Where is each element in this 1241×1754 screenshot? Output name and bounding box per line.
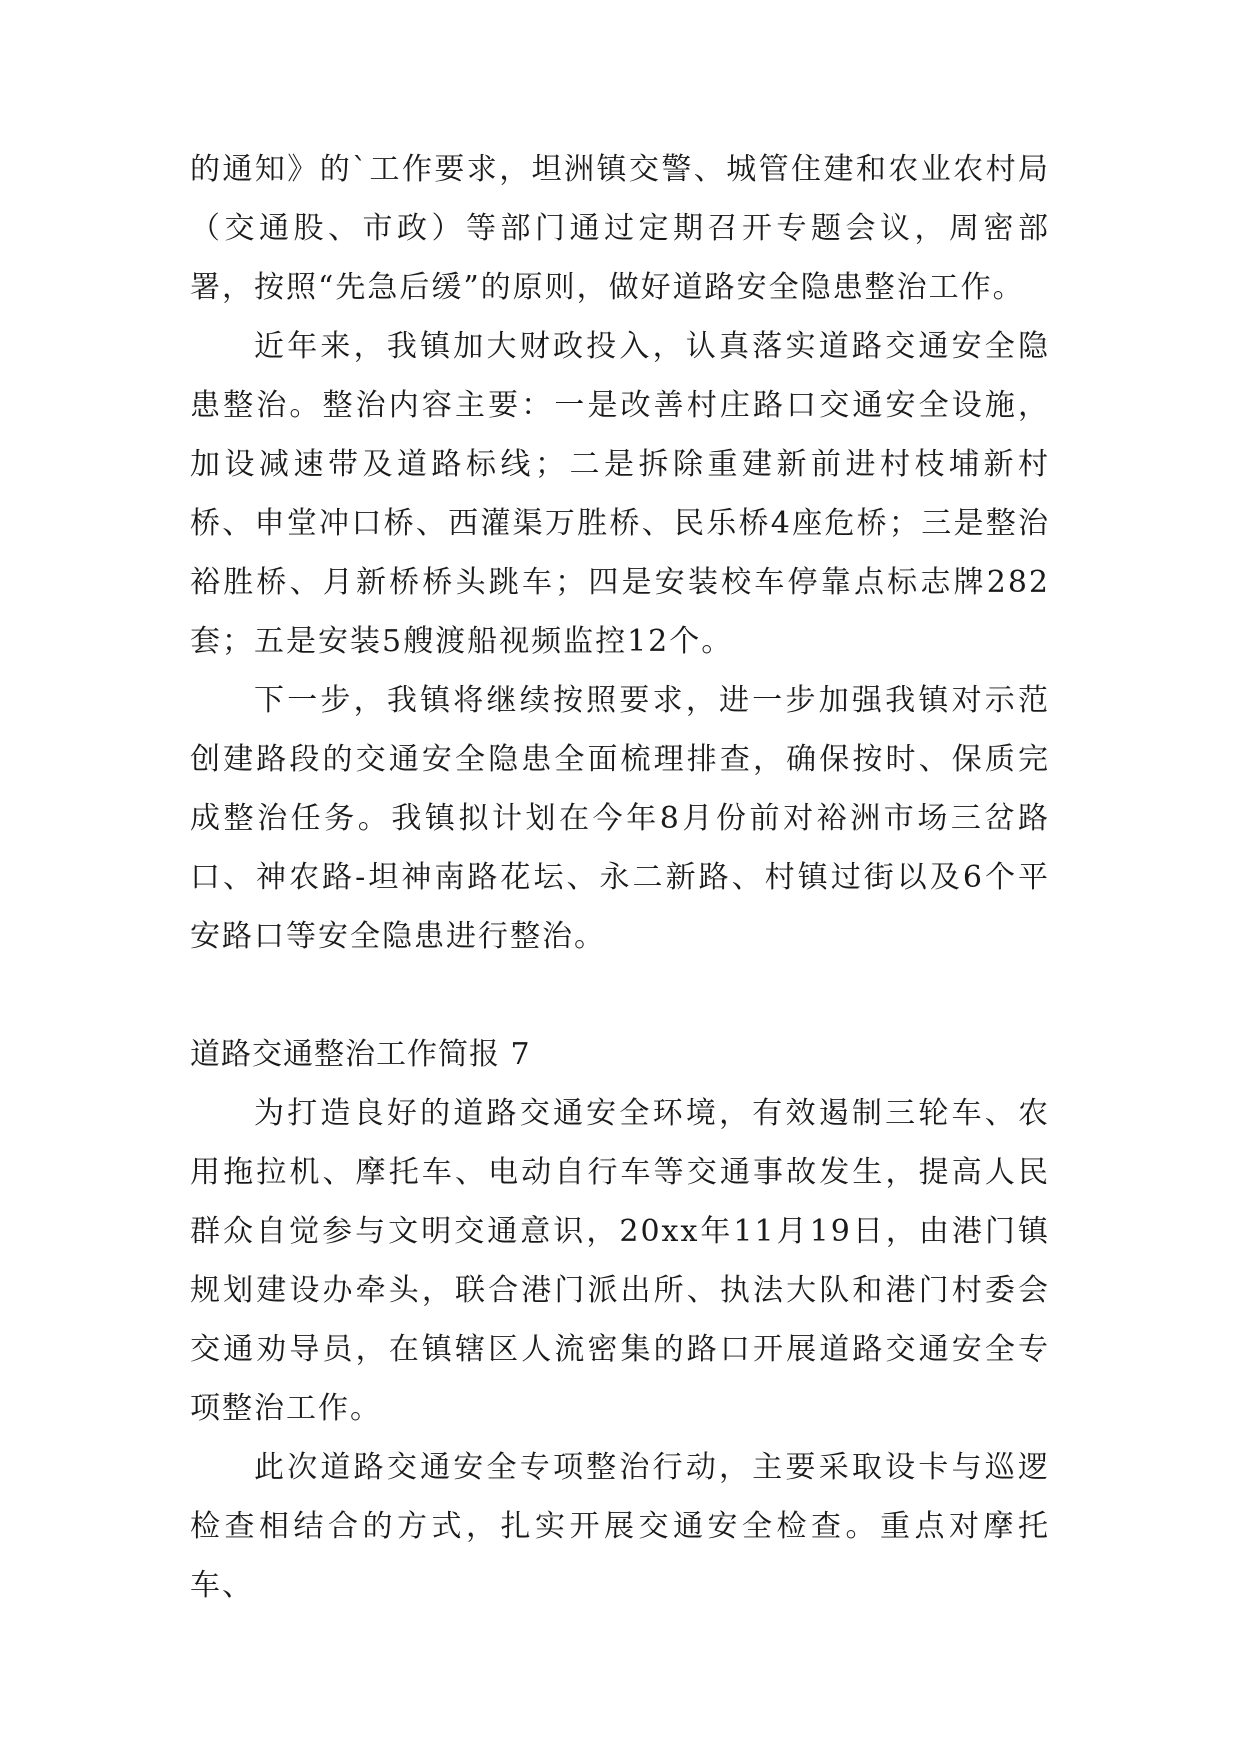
section-title: 道路交通整治工作简报 7 bbox=[190, 1037, 531, 1072]
paragraph-campaign-method: 此次道路交通安全专项整治行动，主要采取设卡与巡逻检查相结合的方式，扎实开展交通安全检查。重点对摩托车、 bbox=[190, 1450, 1050, 1603]
document-body bbox=[190, 140, 1050, 1615]
paragraph-continuation: 的通知》的`工作要求，坦洲镇交警、城管住建和农业农村局（交通股、市政）等部门通过定期召开专题会议，周密部署，按照“先急后缓”的原则，做好道路安全隐患整治工作。 bbox=[190, 152, 1050, 305]
paragraph-campaign-intro: 为打造良好的道路交通安全环境，有效遏制三轮车、农用拖拉机、摩托车、电动自行车等交通事故发生，提高人民群众自觉参与文明交通意识，20xx年11月19日，由港门镇规划建设办牵头，联合港门派出所、执法大队和港门村委会交通劝导员，在镇辖区人流密集的路口开展道路交通安全专项整治工作。 bbox=[190, 1096, 1050, 1426]
paragraph-rectification-content: 近年来，我镇加大财政投入，认真落实道路交通安全隐患整治。整治内容主要：一是改善村庄路口交通安全设施，加设减速带及道路标线；二是拆除重建新前进村枝埔新村桥、申堂冲口桥、西灌渠万胜桥、民乐桥4座危桥；三是整治裕胜桥、月新桥桥头跳车；四是安装校车停靠点标志牌282套；五是安装5艘渡船视频监控12个。 bbox=[190, 329, 1050, 659]
paragraph-next-steps: 下一步，我镇将继续按照要求，进一步加强我镇对示范创建路段的交通安全隐患全面梳理排查，确保按时、保质完成整治任务。我镇拟计划在今年8月份前对裕洲市场三岔路口、神农路-坦神南路花坛、永二新路、村镇过街以及6个平安路口等安全隐患进行整治。 bbox=[190, 683, 1050, 954]
